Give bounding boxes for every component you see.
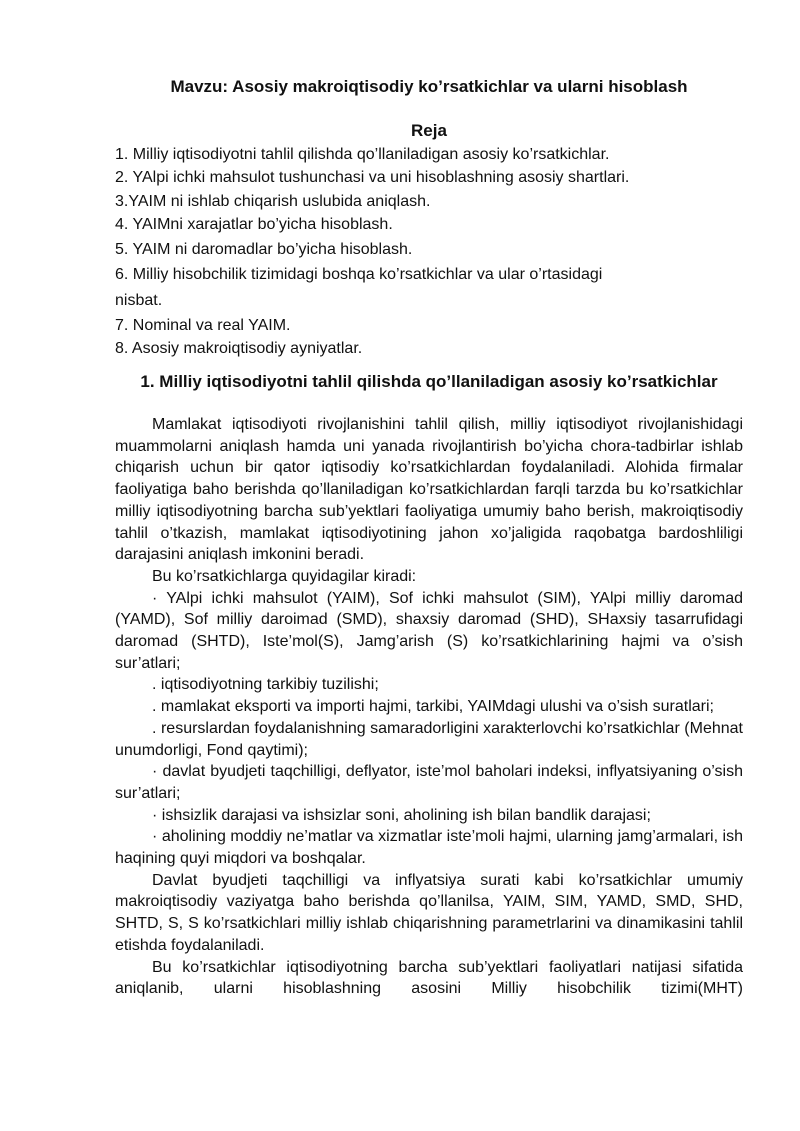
list-item: . mamlakat eksporti va importi hajmi, tarkibi, YAIMdagi ulushi va o’sish suratlari; bbox=[152, 698, 714, 716]
section-body bbox=[115, 414, 743, 1000]
plan-item-continuation: nisbat. bbox=[115, 291, 163, 309]
body-paragraph: Bu ko’rsatkichlarga quyidagilar kiradi: bbox=[152, 567, 417, 585]
body-paragraph: Mamlakat iqtisodiyoti rivojlanishini tahlil qilish, milliy iqtisodiyot rivojlanishidagi muammolarni aniqlash hamda uni yanada rivojlantirish bo’yicha chora-tadbirlar ishlab chiqarish uchun bir qator iqtisodiy ko’rsatkichlardan foydalaniladi. Alohida firmalar faoliyatiga baho berishda qo’llaniladigan ko’rsatkichlardan farqli tarzda bu ko’rsatkichlar milliy iqtisodiyotning barcha sub’yektlari faoliyatiga umumiy baho berish, makroiqtisodiy tahlil o’tkazish, mamlakat iqtisodiyotining jahon xo’jaligida raqobatga bardoshliligi darajasini aniqlash imkonini beradi. bbox=[115, 416, 743, 564]
plan-list bbox=[115, 143, 743, 361]
list-item: · aholining moddiy ne’matlar va xizmatlar iste’moli hajmi, ularning jamg’armalari, ish haqining quyi miqdori va boshqalar. bbox=[115, 828, 743, 868]
plan-item: 1. Milliy iqtisodiyotni tahlil qilishda qo’llaniladigan asosiy ko’rsatkichlar. bbox=[115, 146, 610, 163]
body-paragraph: Bu ko’rsatkichlar iqtisodiyotning barcha sub’yektlari faoliyatlari natijasi sifatida aniqlanib, ularni hisoblashning asosini Milliy hisobchilik tizimi(MHT) bbox=[115, 958, 743, 998]
plan-item: 4. YAIMni xarajatlar bo’yicha hisoblash. bbox=[115, 215, 393, 233]
list-item: . resurslardan foydalanishning samaradorligini xarakterlovchi ko’rsatkichlar (Mehnat unumdorligi, Fond qaytimi); bbox=[115, 719, 743, 759]
document-title: Mavzu: Asosiy makroiqtisodiy ko’rsatkichlar va ularni hisoblash bbox=[170, 77, 688, 96]
plan-item: 5. YAIM ni daromadlar bo’yicha hisoblash. bbox=[115, 241, 413, 259]
list-item: . iqtisodiyotning tarkibiy tuzilishi; bbox=[152, 676, 379, 694]
plan-heading: Reja bbox=[411, 121, 447, 140]
section-title: 1. Milliy iqtisodiyotni tahlil qilishda qo’llaniladigan asosiy ko’rsatkichlar bbox=[140, 372, 718, 391]
list-item: · YAlpi ichki mahsulot (YAIM), Sof ichki mahsulot (SIM), YAlpi milliy daromad (YAMD), Sof milliy daroimad (SMD), shaxsiy daromad (SHD), SHaxsiy tasarrufidagi daromad (SHTD), Iste’mol(S), Jamg’arish (S) ko’rsatkichlarining hajmi va o’sish sur’atlari; bbox=[115, 589, 743, 672]
plan-item: 3.YAIM ni ishlab chiqarish uslubida aniqlash. bbox=[115, 192, 431, 210]
plan-item: 7. Nominal va real YAIM. bbox=[115, 317, 291, 335]
list-item: · ishsizlik darajasi va ishsizlar soni, aholining ish bilan bandlik darajasi; bbox=[152, 806, 651, 824]
body-paragraph: Davlat byudjeti taqchilligi va inflyatsiya surati kabi ko’rsatkichlar umumiy makroiqtisodiy vaziyatga baho berishda qo’llanilsa, YAIM, SIM, YAMD, SMD, SHD, SHTD, S, S ko’rsatkichlari milliy ishlab chiqarishning parametrlarini va dinamikasini tahlil etishda foydalaniladi. bbox=[115, 871, 743, 954]
list-item: · davlat byudjeti taqchilligi, deflyator, iste’mol baholari indeksi, inflyatsiyaning o’sish sur’atlari; bbox=[115, 763, 743, 802]
plan-item: 6. Milliy hisobchilik tizimidagi boshqa ko’rsatkichlar va ular o’rtasidagi bbox=[115, 266, 603, 284]
plan-item: 8. Asosiy makroiqtisodiy ayniyatlar. bbox=[115, 340, 363, 358]
plan-item: 2. YAlpi ichki mahsulot tushunchasi va uni hisoblashning asosiy shartlari. bbox=[115, 169, 630, 187]
